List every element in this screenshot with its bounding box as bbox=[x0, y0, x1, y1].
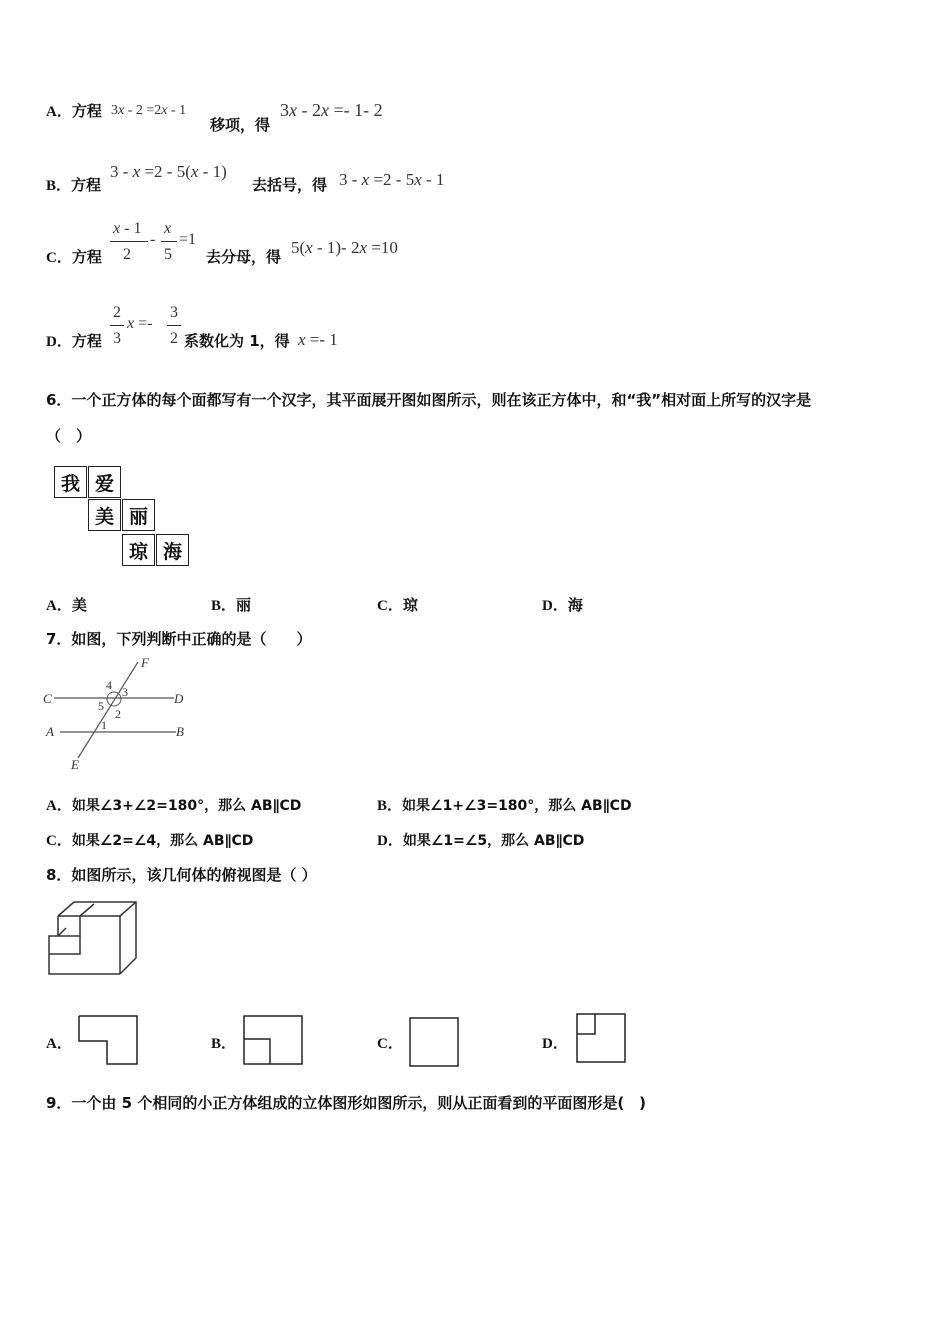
step-depth bbox=[80, 904, 94, 916]
cube-front-top-edge bbox=[120, 902, 136, 916]
option-text: 丽 bbox=[236, 596, 252, 614]
option-letter: D． bbox=[542, 598, 568, 614]
q5-d-step: 系数化为 1，得 bbox=[184, 332, 290, 350]
net-cell: 美 bbox=[88, 499, 121, 531]
q8-option-a-letter[interactable]: A． bbox=[46, 1036, 72, 1052]
label-b: B bbox=[176, 724, 184, 739]
net-cell: 海 bbox=[156, 534, 189, 566]
option-letter: A． bbox=[46, 798, 72, 814]
angle-arc bbox=[107, 692, 121, 706]
q8-option-b-figure[interactable] bbox=[242, 1014, 304, 1066]
option-letter: A． bbox=[46, 104, 72, 120]
q8-stem: 8．如图所示，该几何体的俯视图是（ ） bbox=[46, 866, 317, 884]
step-edge bbox=[49, 936, 80, 954]
q5-c-equation: x - 1 2 - x 5 =1 bbox=[110, 220, 206, 266]
option-prefix: 方程 bbox=[71, 102, 102, 120]
q5-option-c bbox=[46, 246, 102, 267]
parallel-lines-figure bbox=[40, 652, 200, 774]
option-text: 如果∠1+∠3=180°，那么 AB∥CD bbox=[402, 798, 632, 814]
option-letter: C． bbox=[46, 833, 72, 849]
q6-option-b[interactable] bbox=[211, 594, 251, 615]
label-f: F bbox=[141, 655, 149, 670]
option-letter: C． bbox=[377, 598, 403, 614]
net-cell: 我 bbox=[54, 466, 87, 498]
q5-b-step: 去括号，得 bbox=[252, 176, 328, 194]
option-text: 海 bbox=[567, 596, 583, 614]
q5-option-a bbox=[46, 100, 102, 121]
q8-option-a-figure[interactable] bbox=[77, 1014, 139, 1066]
q5-d-result: x =- 1 bbox=[298, 330, 338, 349]
q7-option-d[interactable] bbox=[377, 829, 584, 850]
q5-b-equation: 3 - x =2 - 5(x - 1) bbox=[110, 162, 227, 181]
q6-paren: （ ） bbox=[46, 427, 92, 445]
q8-option-c-figure[interactable] bbox=[408, 1016, 460, 1068]
q5-b-result: 3 - x =2 - 5x - 1 bbox=[339, 170, 445, 189]
angle-4: 4 bbox=[106, 678, 112, 692]
option-letter: D． bbox=[377, 833, 403, 849]
solid-figure bbox=[44, 898, 144, 982]
q5-option-b bbox=[46, 174, 101, 195]
q5-a-step: 移项，得 bbox=[210, 116, 271, 134]
q5-option-d bbox=[46, 330, 102, 351]
label-e: E bbox=[71, 757, 79, 772]
label-d: D bbox=[174, 691, 184, 706]
q7-option-b[interactable] bbox=[377, 794, 632, 815]
option-letter: B． bbox=[377, 798, 403, 814]
q8-option-d-letter[interactable]: D． bbox=[542, 1036, 568, 1052]
label-a: A bbox=[46, 724, 54, 739]
angle-3: 3 bbox=[122, 685, 128, 699]
q7-option-a[interactable] bbox=[46, 794, 301, 815]
option-letter: D． bbox=[46, 334, 72, 350]
q8-option-c-letter[interactable]: C． bbox=[377, 1036, 403, 1052]
option-letter: C． bbox=[46, 250, 72, 266]
front-face bbox=[49, 916, 120, 974]
option-prefix: 方程 bbox=[71, 248, 102, 266]
option-letter: B． bbox=[211, 598, 237, 614]
option-text: 如果∠3+∠2=180°，那么 AB∥CD bbox=[71, 798, 302, 814]
q5-c-step: 去分母，得 bbox=[206, 248, 282, 266]
option-letter: A． bbox=[46, 598, 72, 614]
net-cell: 爱 bbox=[88, 466, 121, 498]
q7-option-c[interactable] bbox=[46, 829, 253, 850]
q6-option-a[interactable] bbox=[46, 594, 87, 615]
q6-option-c[interactable] bbox=[377, 594, 418, 615]
q6-stem: 6．一个正方体的每个面都写有一个汉字，其平面展开图如图所示，则在该正方体中，和“我”相对面上所写的汉字是 bbox=[46, 391, 812, 409]
net-cell: 琼 bbox=[122, 534, 155, 566]
cube-net-figure bbox=[54, 466, 194, 570]
q5-d-equation: 2 3 x =- 3 2 bbox=[110, 304, 184, 350]
net-cell: 丽 bbox=[122, 499, 155, 531]
q5-c-result: 5(x - 1)- 2x =10 bbox=[291, 238, 398, 257]
q6-option-d[interactable] bbox=[542, 594, 583, 615]
line-ef bbox=[78, 662, 138, 758]
option-text: 琼 bbox=[402, 596, 418, 614]
q8-option-b-letter[interactable]: B． bbox=[211, 1036, 237, 1052]
q8-option-d-figure[interactable] bbox=[575, 1012, 627, 1064]
option-letter: B． bbox=[46, 178, 72, 194]
angle-1: 1 bbox=[101, 718, 107, 732]
q7-stem: 7．如图，下列判断中正确的是（ ） bbox=[46, 630, 312, 648]
q5-a-result: 3x - 2x =- 1- 2 bbox=[280, 100, 383, 120]
step-depth-2 bbox=[58, 928, 66, 936]
option-prefix: 方程 bbox=[71, 176, 102, 194]
angle-2: 2 bbox=[115, 707, 121, 721]
option-text: 如果∠2=∠4，那么 AB∥CD bbox=[71, 833, 254, 849]
option-text: 美 bbox=[71, 596, 87, 614]
option-text: 如果∠1=∠5，那么 AB∥CD bbox=[402, 833, 585, 849]
angle-5: 5 bbox=[98, 699, 104, 713]
label-c: C bbox=[43, 691, 52, 706]
q5-a-equation: 3x - 2 =2x - 1 bbox=[111, 103, 187, 118]
option-prefix: 方程 bbox=[71, 332, 102, 350]
q9-stem: 9．一个由 5 个相同的小正方体组成的立体图形如图所示，则从正面看到的平面图形是( ) bbox=[46, 1094, 647, 1112]
